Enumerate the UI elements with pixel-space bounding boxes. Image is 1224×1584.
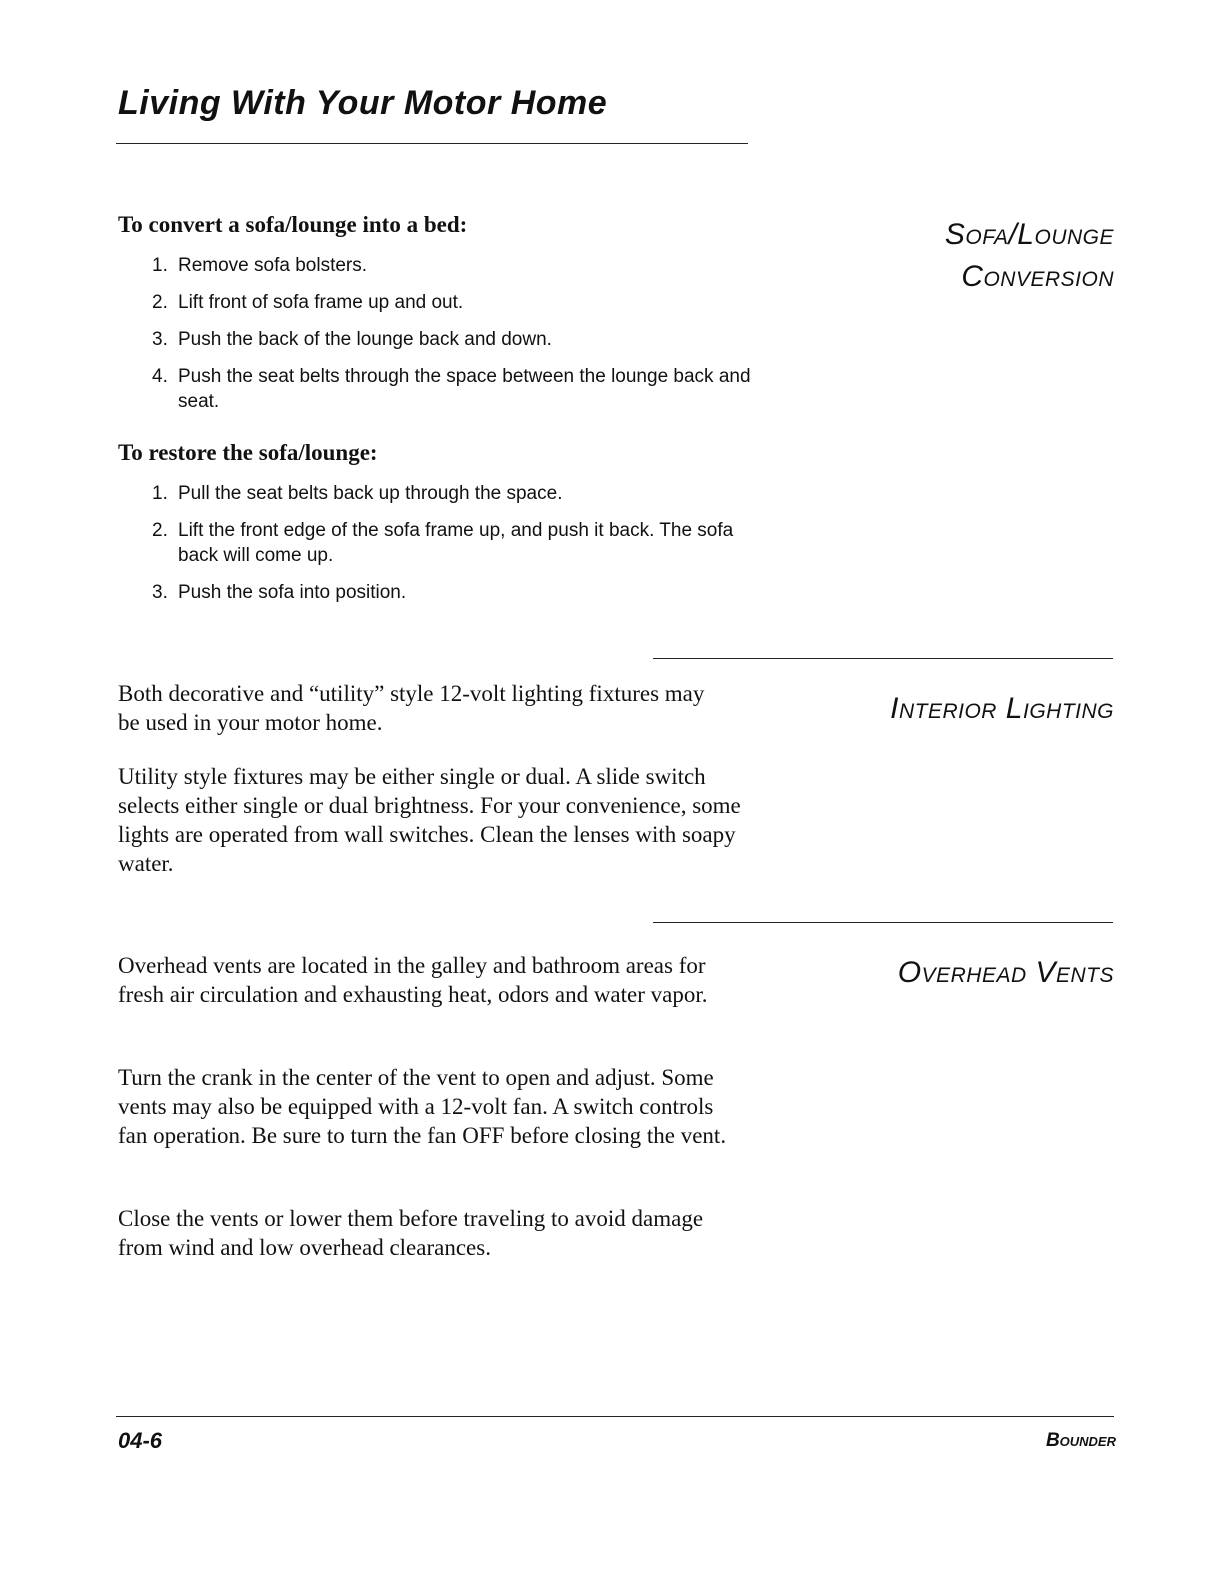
sofa-lounge-heading-line2: Conversion — [961, 260, 1114, 293]
list-item — [152, 518, 752, 568]
step-text: Pull the seat belts back up through the space. — [178, 483, 563, 504]
convert-steps-list — [152, 253, 752, 426]
sofa-lounge-side-heading — [945, 214, 1114, 298]
vents-section-rule — [653, 922, 1113, 923]
sofa-lounge-heading-line1: Sofa/Lounge — [944, 218, 1114, 251]
list-item — [152, 290, 752, 315]
list-item — [152, 364, 752, 414]
vents-paragraph-2: Turn the crank in the center of the vent to open and adjust. Some vents may also be equipped with a 12-volt fan. A switch controls fan operation. Be sure to turn the fan OFF before closing the vent. — [118, 1065, 727, 1148]
step-number: 4. — [152, 366, 168, 387]
vents-paragraph-3: Close the vents or lower them before traveling to avoid damage from wind and low overhead clearances. — [118, 1206, 704, 1260]
step-number: 2. — [152, 520, 168, 541]
step-text: Remove sofa bolsters. — [178, 255, 368, 276]
step-number: 1. — [152, 483, 168, 504]
restore-heading: To restore the sofa/lounge: — [118, 440, 378, 465]
lighting-paragraph-2: Utility style fixtures may be either single or dual. A slide switch selects either single or dual brightness. For your convenience, some lights are operated from wall switches. Clean the lenses with soapy water. — [118, 764, 741, 876]
footer-rule — [116, 1416, 1114, 1417]
step-number: 3. — [152, 582, 168, 603]
step-text: Push the sofa into position. — [178, 582, 407, 603]
step-text: Lift front of sofa frame up and out. — [178, 292, 464, 313]
lighting-section-rule — [653, 658, 1113, 659]
step-text: Push the back of the lounge back and down. — [178, 329, 552, 350]
list-item — [152, 481, 752, 506]
list-item — [152, 253, 752, 278]
page-header-title: Living With Your Motor Home — [118, 84, 608, 122]
list-item — [152, 327, 752, 352]
step-number: 3. — [152, 329, 168, 350]
step-text: Lift the front edge of the sofa frame up, and push it back. The sofa back will come up. — [178, 520, 734, 566]
footer-brand: Bounder — [1045, 1430, 1116, 1451]
header-rule — [116, 143, 748, 144]
step-number: 2. — [152, 292, 168, 313]
page-number: 04-6 — [118, 1428, 163, 1453]
list-item — [152, 580, 752, 605]
overhead-vents-side-heading: Overhead Vents — [897, 956, 1114, 989]
step-number: 1. — [152, 255, 168, 276]
step-text: Push the seat belts through the space between the lounge back and seat. — [178, 366, 751, 412]
restore-steps-list — [152, 481, 752, 617]
lighting-paragraph-1: Both decorative and “utility” style 12-volt lighting fixtures may be used in your motor home. — [118, 681, 705, 735]
convert-heading: To convert a sofa/lounge into a bed: — [118, 212, 468, 237]
interior-lighting-side-heading: Interior Lighting — [890, 692, 1114, 725]
vents-paragraph-1: Overhead vents are located in the galley and bathroom areas for fresh air circulation and exhausting heat, odors and water vapor. — [118, 953, 708, 1007]
